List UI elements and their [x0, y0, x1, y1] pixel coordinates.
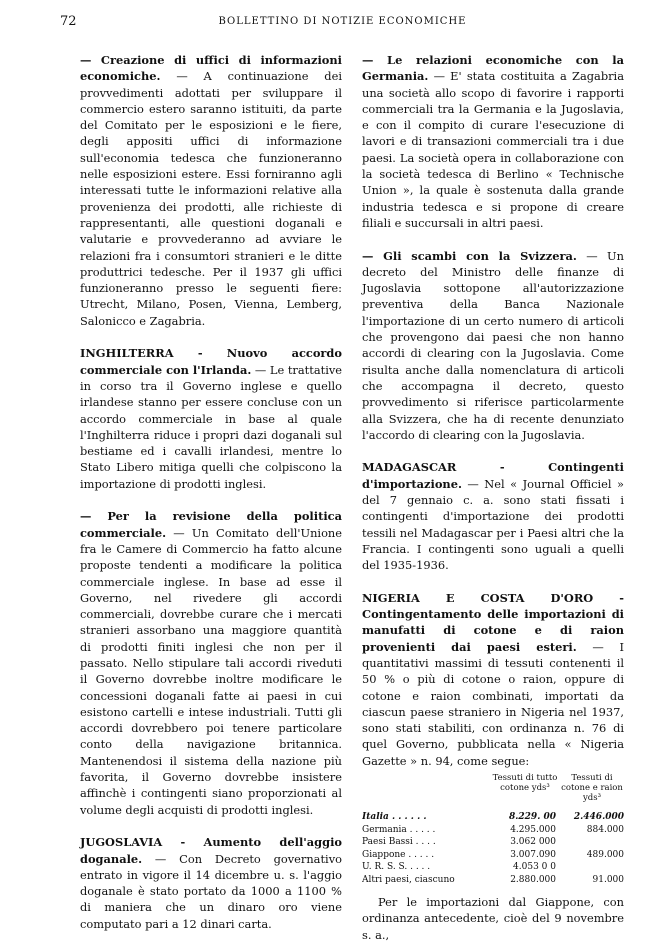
- article-heading: — Le relazioni economiche con la Germania.: [362, 53, 624, 84]
- col-header-raion: Tessuti di cotone e raion yds³: [561, 773, 623, 804]
- article-heading: JUGOSLAVIA - Aumento dell'aggio doganale.: [80, 835, 342, 866]
- article-body: — I quantitativi massimi di tessuti contenenti il 50 % o più di cotone o raion, oppure di cotone e raion combinati, importati da ciascun paese straniero in Nigeria nel 1937, sono stati stabiliti, con ordinanza n. 76 di quel Governo, pubblicata nella « Nigeria Gazette » n. 94, come segue:: [362, 639, 624, 768]
- col-header-cotton: Tessuti di tutto cotone yds³: [492, 773, 558, 794]
- article-heading: — Per la revisione della politica commerciale.: [80, 509, 342, 540]
- article-revisione-politica: [80, 508, 342, 818]
- article-body: — E' stata costituita a Zagabria una società allo scopo di favorire i rapporti commerciali tra la Germania e la Jugoslavia, e con il compito di curare l'esecuzione di lavori e di transazioni commerciali tra i due paesi. La società opera in collaborazione con la società tedesca di Berlino « Technische Union », la quale è sostenuta dalla grande industria tedesca e si propone di creare filiali e succursali in altri paesi.: [362, 69, 624, 230]
- article-heading: MADAGASCAR - Contingenti d'importazione.: [362, 460, 624, 491]
- article-uffici-informazioni: [80, 52, 342, 329]
- article-body: — Con Decreto governativo entrato in vigore il 14 dicembre u. s. l'aggio doganale è stato portato da 1000 a 1100 % di maniera che un dinaro oro viene computato pari a 12 dinari carta.: [80, 851, 342, 931]
- table-row: Germania . . . . . 4.295.000 884.000: [362, 824, 624, 835]
- article-body: — A continuazione dei provvedimenti adottati per sviluppare il commercio estero saranno istituiti, da parte del Comitato per le esposizioni e le fiere, degli appositi uffici di informazione sull'economia tedesca che funzioneranno nelle esposizioni estere. Essi forniranno agli interessati tutte le informazioni relative alla provenienza dei prodotti, alle richieste di rappresentanti, alle questioni doganali e valutarie e provvederanno ad avviare le relazioni fra i consumtori stranieri e le ditte produttrici tedesche. Per il 1937 gli uffici funzioneranno presso le seguenti fiere: Utrecht, Milano, Posen, Vienna, Lemberg, Salonicco e Zagabria.: [80, 69, 342, 328]
- quota-table: [362, 773, 624, 886]
- article-heading: — Creazione di uffici di informazioni economiche.: [80, 53, 342, 84]
- article-relazioni-germania: [362, 52, 624, 231]
- article-scambi-svizzera: [362, 248, 624, 444]
- page-number: 72: [60, 14, 77, 29]
- article-inghilterra-irlanda: [80, 345, 342, 492]
- article-madagascar: [362, 459, 624, 573]
- article-nigeria-costa-oro: [362, 590, 624, 769]
- article-body: — Un decreto del Ministro delle finanze di Jugoslavia sottopone all'autorizzazione preventiva della Banca Nazionale l'importazione di un certo numero di articoli che provengono dai paesi che non hanno accordi di clearing con la Jugoslavia. Come risulta anche dalla nomenclatura di articoli che accompagna il decreto, questo provvedimento si riferisce particolarmente alla Svizzera, che ha di recente denunziato l'accordo di clearing con la Jugoslavia.: [362, 248, 624, 442]
- article-jugoslavia-aggio: [80, 834, 342, 932]
- journal-title: BOLLETTINO DI NOTIZIE ECONOMICHE: [218, 16, 467, 27]
- closing-paragraph: Per le importazioni dal Giappone, con ordinanza antecedente, cioè del 9 novembre s. a.,: [362, 895, 624, 942]
- table-row: Altri paesi, ciascuno 2.880.000 91.000: [362, 874, 624, 885]
- right-column: [362, 52, 624, 943]
- running-header: [60, 14, 625, 32]
- table-header: [362, 773, 624, 803]
- table-row: Paesi Bassi . . . . 3.062 000: [362, 837, 556, 848]
- table-row: U. R. S. S. . . . . 4.053 0 0: [362, 862, 556, 873]
- article-body: — Le trattative in corso tra il Governo inglese e quello irlandese stanno per essere concluse con un accordo commerciale in base al quale l'Inghilterra riduce i propri dazi doganali sul bestiame ed i cavalli irlandesi, mentre lo Stato Libero mitiga quelli che colpiscono la importazione di prodotti inglesi.: [80, 362, 343, 491]
- article-body: — Un Comitato dell'Unione fra le Camere di Commercio ha fatto alcune proposte tendenti a modificare la politica commerciale inglese. In base ad esse il Governo, nel rivedere gli accordi commerciali, dovrebbe curare che i mercati stranieri assorbano una maggiore quantità di prodotti finiti inglesi che non per il passato. Nello stipulare tali accordi riveduti il Governo dovrebbe inoltre modificare le concessioni doganali fatte ai paesi in cui esistono cartelli e intese industriali. Tutti gli accordi dovrebbero poi tenere particolare conto della navigazione britannica. Mantenendosi il sistema della nazione più favorita, il Governo dovrebbe insistere affinchè i contingenti siano proporzionati al volume degli acquisti di prodotti inglesi.: [80, 525, 342, 817]
- table-row: Italia . . . . . . 8.229. 00 2.446.000: [362, 812, 624, 823]
- article-body: — Nel « Journal Officiel » del 7 gennaio c. a. sono stati fissati i contingenti d'importazione dei prodotti tessili nel Madagascar per i Paesi altri che la Francia. I contingenti sono uguali a quelli del 1935-1936.: [362, 476, 624, 573]
- article-heading: — Gli scambi con la Svizzera.: [362, 248, 577, 263]
- article-heading: INGHILTERRA - Nuovo accordo commerciale con l'Irlanda.: [80, 346, 342, 377]
- article-heading: NIGERIA E COSTA D'ORO - Contingentamento delle importazioni di manufatti di cotone e di raion provenienti dai paesi esteri.: [362, 590, 624, 654]
- left-column: [80, 52, 342, 932]
- table-row: Giappone . . . . . 3.007.090 489.000: [362, 849, 624, 860]
